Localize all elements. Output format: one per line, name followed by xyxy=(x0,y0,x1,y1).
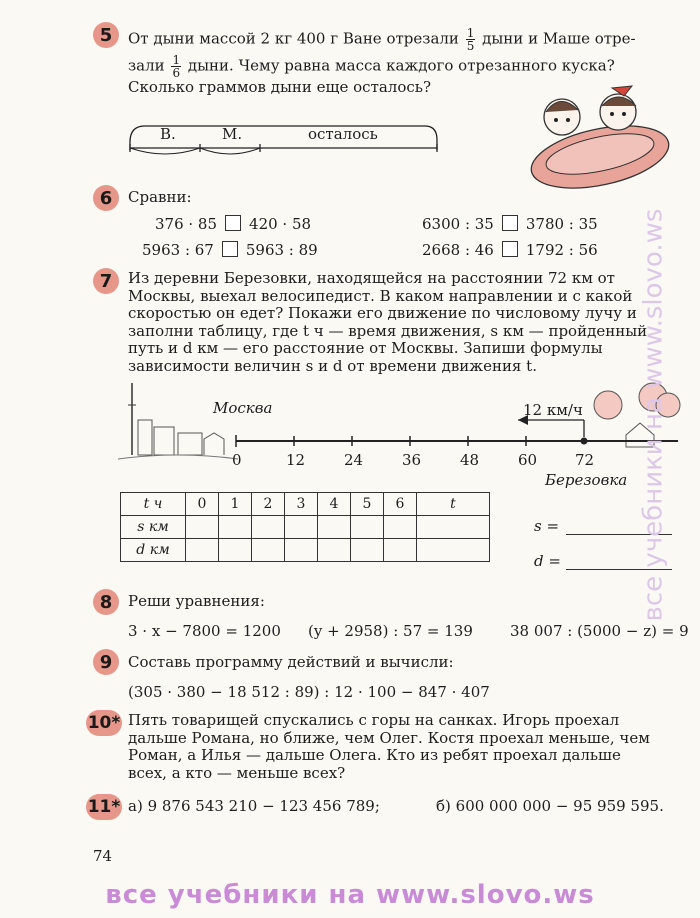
motion-table xyxy=(120,492,490,562)
task-11-b: б) 600 000 000 − 95 959 595. xyxy=(436,797,664,815)
compare-expression: 3780 : 35 xyxy=(525,215,598,233)
table-header-cell: 4 xyxy=(318,493,351,516)
table-cell[interactable] xyxy=(351,516,384,539)
equation-2: (y + 2958) : 57 = 139 xyxy=(308,622,473,640)
task-7-line: скоростью он едет? Покажи его движение по числовому лучу и xyxy=(128,304,637,322)
formula-s-label: s = xyxy=(534,517,560,535)
table-header-cell: t xyxy=(417,493,490,516)
table-cell[interactable] xyxy=(285,539,318,562)
table-cell[interactable] xyxy=(186,516,219,539)
table-header-cell: 3 xyxy=(285,493,318,516)
task-10-number: 10* xyxy=(86,710,122,736)
compare-box[interactable] xyxy=(225,215,241,231)
berezovka-label: Березовка xyxy=(545,471,628,489)
table-row-label: s км xyxy=(121,516,186,539)
task-10-line: всех, а кто — меньше всех? xyxy=(128,763,346,782)
task-6-number: 6 xyxy=(93,185,119,211)
table-header-cell: 1 xyxy=(219,493,252,516)
task-11-number: 11* xyxy=(86,794,122,820)
task-9-title: Составь программу действий и вычисли: xyxy=(128,653,454,671)
compare-expression: 376 · 85 xyxy=(155,215,218,233)
table-header-cell: 2 xyxy=(252,493,285,516)
segment-label-rest: осталось xyxy=(308,125,378,143)
table-cell[interactable] xyxy=(252,516,285,539)
fraction-one-sixth xyxy=(171,54,181,79)
table-cell[interactable] xyxy=(186,539,219,562)
compare-expression: 2668 : 46 xyxy=(422,241,494,259)
tick-label: 72 xyxy=(575,451,595,469)
task-9-number: 9 xyxy=(93,649,119,675)
moscow-label: Москва xyxy=(213,399,273,417)
task-5-line-2 xyxy=(128,54,615,79)
table-cell[interactable] xyxy=(219,516,252,539)
compare-expression: 6300 : 35 xyxy=(422,215,494,233)
task-5-text-d: дыни. Чему равна масса каждого отрезанного куска? xyxy=(187,56,615,75)
task-5-text-b: дыни и Маше отре- xyxy=(482,29,636,48)
task-9-expression: (305 · 380 − 18 512 : 89) : 12 · 100 − 847 · 407 xyxy=(128,683,490,701)
task-7-line: Из деревни Березовки, находящейся на расстоянии 72 км от xyxy=(128,269,615,287)
table-row xyxy=(121,493,490,516)
children-with-melon-illustration xyxy=(520,82,680,192)
tick-label: 0 xyxy=(232,451,242,469)
task-6-title: Сравни: xyxy=(128,188,192,206)
fraction-denominator: 5 xyxy=(466,39,475,53)
compare-row-1-right xyxy=(422,215,598,233)
task-7-number: 7 xyxy=(93,268,119,294)
tick-label: 24 xyxy=(344,451,364,469)
table-header-cell: 0 xyxy=(186,493,219,516)
compare-row-2-left xyxy=(142,241,318,259)
fraction-denominator: 6 xyxy=(172,66,181,80)
tick-label: 36 xyxy=(402,451,422,469)
task-5-text-c: зали xyxy=(128,56,165,75)
task-8-number: 8 xyxy=(93,589,119,615)
table-cell[interactable] xyxy=(384,516,417,539)
fraction-numerator: 1 xyxy=(172,53,181,67)
tick-label: 60 xyxy=(518,451,538,469)
compare-expression: 5963 : 89 xyxy=(245,241,318,259)
table-row xyxy=(121,516,490,539)
compare-expression: 5963 : 67 xyxy=(142,241,214,259)
fraction-one-fifth xyxy=(466,27,476,52)
table-cell[interactable] xyxy=(318,539,351,562)
compare-expression: 1792 : 56 xyxy=(525,241,598,259)
table-header-cell: t ч xyxy=(121,493,186,516)
fraction-numerator: 1 xyxy=(466,26,475,40)
equation-1: 3 · x − 7800 = 1200 xyxy=(128,622,281,640)
task-5-line-3: Сколько граммов дыни еще осталось? xyxy=(128,78,431,96)
table-cell[interactable] xyxy=(351,539,384,562)
table-cell[interactable] xyxy=(252,539,285,562)
task-10-line: Роман, а Илья — дальше Олега. Кто из ребят проехал дальше xyxy=(128,746,621,764)
tick-label: 48 xyxy=(460,451,480,469)
table-cell[interactable] xyxy=(219,539,252,562)
compare-expression: 420 · 58 xyxy=(249,215,312,233)
speed-label: 12 км/ч xyxy=(523,401,583,419)
task-11-a: а) 9 876 543 210 − 123 456 789; xyxy=(128,797,380,815)
task-5-line-1 xyxy=(128,27,636,52)
equation-3: 38 007 : (5000 − z) = 9 xyxy=(510,622,689,640)
table-header-cell: 6 xyxy=(384,493,417,516)
table-cell[interactable] xyxy=(384,539,417,562)
task-7-line: путь и d км — его расстояние от Москвы. Запиши формулы xyxy=(128,339,603,357)
task-7-line: Москвы, выехал велосипедист. В каком направлении и с какой xyxy=(128,286,633,305)
task-10-text xyxy=(128,712,673,782)
task-7-line: зависимости величин s и d от времени движения t. xyxy=(128,356,537,375)
task-7-text xyxy=(128,270,673,375)
segment-label-v: В. xyxy=(160,125,176,143)
page-number: 74 xyxy=(93,847,113,865)
segment-label-m: М. xyxy=(222,125,243,143)
watermark-bottom: все учебники на www.slovo.ws xyxy=(105,880,595,910)
table-cell[interactable] xyxy=(285,516,318,539)
table-cell[interactable] xyxy=(417,516,490,539)
tick-label: 12 xyxy=(286,451,306,469)
task-10-line: дальше Романа, но ближе, чем Олег. Костя проехал меньше, чем xyxy=(128,728,650,747)
watermark-side: все учебники на www.slovo.ws xyxy=(638,208,669,622)
task-10-line: Пять товарищей спускались с горы на санках. Игорь проехал xyxy=(128,711,620,729)
task-8-title: Реши уравнения: xyxy=(128,592,265,610)
task-7-line: заполни таблицу, где t ч — время движения, s км — пройденный xyxy=(128,321,648,340)
formula-d-label: d = xyxy=(534,552,561,570)
table-cell[interactable] xyxy=(318,516,351,539)
compare-box[interactable] xyxy=(502,241,518,257)
task-5-text-a: От дыни массой 2 кг 400 г Ване отрезали xyxy=(128,29,459,48)
task-5-number: 5 xyxy=(93,22,119,48)
compare-row-1-left xyxy=(155,215,311,233)
table-row xyxy=(121,539,490,562)
compare-box[interactable] xyxy=(222,241,238,257)
compare-row-2-right xyxy=(422,241,598,259)
compare-box[interactable] xyxy=(502,215,518,231)
table-header-cell: 5 xyxy=(351,493,384,516)
table-row-label: d км xyxy=(121,539,186,562)
table-cell[interactable] xyxy=(417,539,490,562)
